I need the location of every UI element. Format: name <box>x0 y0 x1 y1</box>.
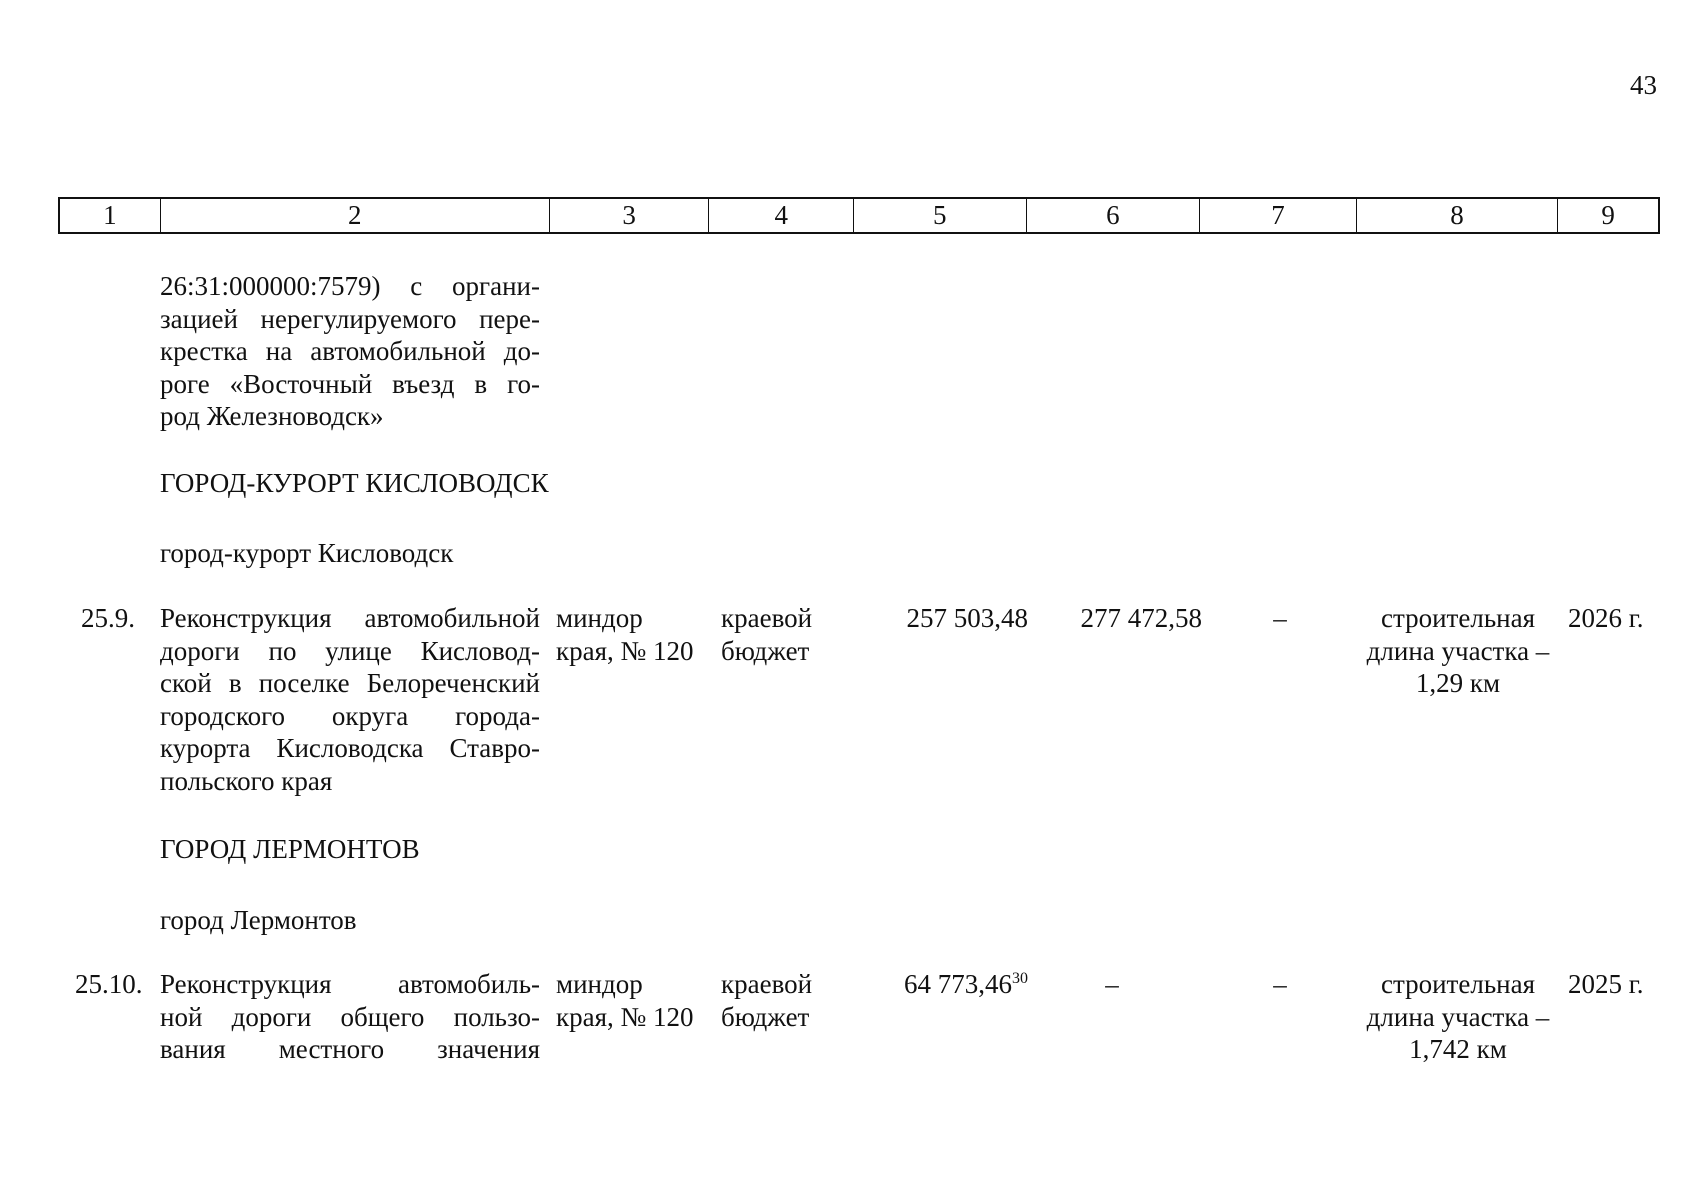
continuation-text: 26:31:000000:7579) с органи- зацией нерегулируемого пере- крестка на автомобильной до- роге «Восточный въезд в го- род Железноводск» <box>160 271 540 431</box>
funding-source: краевой бюджет <box>721 969 813 1032</box>
project-name: Реконструкция автомобиль- ной дороги общего пользо- вания местного значения <box>160 969 540 1064</box>
column-number: 6 <box>1027 199 1201 232</box>
column-number: 3 <box>550 199 710 232</box>
section-heading-lermontov: ГОРОД ЛЕРМОНТОВ <box>160 834 420 864</box>
col5-value: 64 773,46$^{30}$ <box>904 969 1028 999</box>
footnote-marker[interactable]: 30 <box>1012 970 1028 987</box>
column-number: 7 <box>1200 199 1357 232</box>
column-number: 8 <box>1357 199 1559 232</box>
capacity: строительная длина участка – 1,29 км <box>1366 603 1550 698</box>
column-number: 2 <box>161 199 550 232</box>
customer: миндор края, № 120 <box>556 603 694 666</box>
column-number-header <box>58 197 1660 234</box>
funding-source: краевой бюджет <box>721 603 813 666</box>
col7-value: – <box>1273 603 1287 633</box>
column-number: 5 <box>854 199 1027 232</box>
col6-value: 277 472,58 <box>1080 603 1202 633</box>
row-number: 25.9. <box>81 603 135 633</box>
col5-value: 257 503,48 <box>906 603 1028 633</box>
section-heading-kislovodsk: ГОРОД-КУРОРТ КИСЛОВОДСК <box>160 468 549 498</box>
page-number: 43 <box>1630 70 1657 100</box>
column-number: 1 <box>60 199 161 232</box>
column-number: 9 <box>1601 200 1615 230</box>
project-name: Реконструкция автомобильной дороги по улице Кисловод- ской в поселке Белореченский городского округа города- курорта Кисловодска Ставро- польского края <box>160 603 540 796</box>
completion-year: 2026 г. <box>1568 603 1644 633</box>
column-number: 4 <box>709 199 854 232</box>
subsection-kislovodsk: город-курорт Кисловодск <box>160 538 454 568</box>
col6-value: – <box>1105 969 1119 999</box>
row-number: 25.10. <box>75 969 143 999</box>
col7-value: – <box>1273 969 1287 999</box>
capacity: строительная длина участка – 1,742 км <box>1366 969 1550 1064</box>
customer: миндор края, № 120 <box>556 969 694 1032</box>
subsection-lermontov: город Лермонтов <box>160 905 357 935</box>
completion-year: 2025 г. <box>1568 969 1644 999</box>
